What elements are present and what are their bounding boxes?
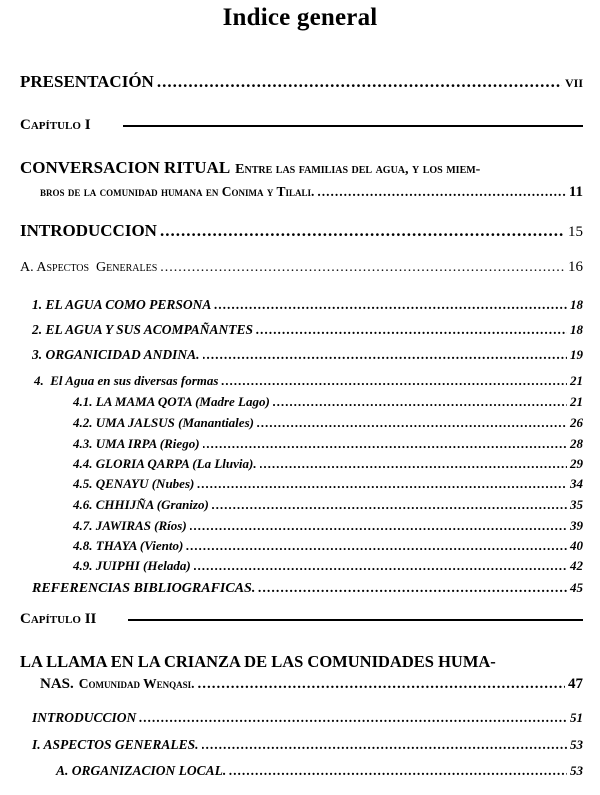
- chapter-heading-1: [20, 117, 583, 134]
- page-number: 21: [570, 394, 583, 409]
- toc-entry-presentacion[interactable]: [20, 72, 583, 92]
- entry-label: A. ORGANIZACION LOCAL.: [56, 763, 227, 778]
- dot-leader: [139, 710, 567, 726]
- entry-label: 4.6. CHHIJÑA (Granizo): [73, 497, 209, 512]
- toc-entry-agua-acompanantes[interactable]: [32, 322, 583, 338]
- dot-leader: [256, 322, 567, 338]
- entry-label: 4.8. THAYA (Viento): [73, 538, 184, 553]
- page-number: 15: [568, 224, 583, 240]
- entry-subtitle: Entre las familias del agua, y los miem-: [235, 162, 481, 177]
- chapter-label: Capítulo I: [20, 117, 91, 133]
- entry-label: PRESENTACIÓN: [20, 72, 154, 91]
- chapter-rule: [123, 125, 583, 127]
- toc-entry-4-6[interactable]: [73, 497, 583, 513]
- dot-leader: [258, 581, 567, 597]
- toc-entry-conversacion-line1[interactable]: [20, 158, 583, 178]
- toc-entry-organicidad[interactable]: [32, 347, 583, 363]
- dot-leader: [202, 737, 567, 753]
- entry-heading-cont: NAS.: [40, 676, 74, 692]
- toc-entry-4-3[interactable]: [73, 436, 583, 452]
- dot-leader: [160, 221, 565, 241]
- toc-entry-aspectos-generales-2[interactable]: [32, 737, 583, 753]
- entry-label: INTRODUCCION: [20, 221, 157, 240]
- entry-label: 4.5. QENAYU (Nubes): [73, 476, 195, 491]
- page-number: 16: [568, 259, 583, 275]
- page-number: 53: [570, 763, 583, 778]
- toc-entry-4-4[interactable]: [73, 456, 583, 472]
- entry-heading: CONVERSACION RITUAL: [20, 158, 231, 177]
- entry-label: 4.2. UMA JALSUS (Manantiales): [73, 415, 254, 430]
- page-number: 42: [570, 558, 583, 573]
- entry-heading: LA LLAMA EN LA CRIANZA DE LAS COMUNIDADES HUMA-: [20, 652, 496, 671]
- entry-label: 4. El Agua en sus diversas formas: [34, 373, 219, 388]
- dot-leader: [194, 558, 567, 574]
- entry-label: 4.4. GLORIA QARPA (La Lluvia).: [73, 456, 257, 471]
- entry-label: 4.3. UMA IRPA (Riego): [73, 436, 200, 451]
- toc-entry-agua-formas[interactable]: [34, 373, 583, 389]
- dot-leader: [229, 763, 567, 779]
- page-number: 19: [570, 347, 583, 362]
- toc-entry-4-1[interactable]: [73, 394, 583, 410]
- page-number: VII: [564, 76, 583, 90]
- entry-label: 3. ORGANICIDAD ANDINA.: [32, 347, 200, 362]
- dot-leader: [160, 260, 565, 276]
- page-number: 29: [570, 456, 583, 471]
- toc-entry-aspectos-generales[interactable]: [20, 259, 583, 276]
- dot-leader: [317, 184, 565, 200]
- toc-entry-4-5[interactable]: [73, 476, 583, 492]
- page-number: 11: [568, 184, 583, 200]
- page-number: 28: [570, 436, 583, 451]
- page-number: 34: [570, 476, 583, 491]
- page-number: 26: [570, 415, 583, 430]
- chapter-label: Capítulo II: [20, 611, 97, 627]
- entry-label: REFERENCIAS BIBLIOGRAFICAS.: [32, 581, 256, 596]
- toc-entry-llama-line1[interactable]: [20, 652, 583, 672]
- page-number: 51: [570, 710, 583, 725]
- toc-entry-introduccion-2[interactable]: [32, 710, 583, 726]
- toc-entry-4-7[interactable]: [73, 518, 583, 534]
- page-title: Indice general: [222, 4, 378, 31]
- dot-leader: [203, 347, 567, 363]
- toc-entry-llama-line2[interactable]: [40, 676, 583, 693]
- dot-leader: [273, 394, 567, 410]
- entry-label: 1. EL AGUA COMO PERSONA: [32, 297, 212, 312]
- entry-label: 2. EL AGUA Y SUS ACOMPAÑANTES: [32, 322, 254, 337]
- entry-label: INTRODUCCION: [32, 710, 137, 725]
- dot-leader: [260, 456, 567, 472]
- chapter-heading-2: [20, 611, 583, 628]
- toc-entry-4-8[interactable]: [73, 538, 583, 554]
- dot-leader: [197, 476, 567, 492]
- page-number: 39: [570, 518, 583, 533]
- toc-entry-4-2[interactable]: [73, 415, 583, 431]
- chapter-rule: [128, 619, 583, 621]
- page-number: 18: [570, 297, 583, 312]
- toc-entry-agua-persona[interactable]: [32, 297, 583, 313]
- entry-subtitle-cont: bros de la comunidad humana en Conima y Tilali.: [40, 184, 315, 199]
- entry-subtitle: Comunidad Wenqasi.: [78, 676, 195, 691]
- page-number: 47: [568, 676, 583, 692]
- page-number: 45: [570, 580, 583, 595]
- dot-leader: [198, 676, 565, 693]
- dot-leader: [203, 436, 567, 452]
- toc-entry-referencias[interactable]: [32, 580, 583, 597]
- dot-leader: [214, 297, 567, 313]
- page-number: 35: [570, 497, 583, 512]
- toc-entry-4-9[interactable]: [73, 558, 583, 574]
- page-number: 18: [570, 322, 583, 337]
- entry-label: 4.1. LA MAMA QOTA (Madre Lago): [73, 394, 270, 409]
- dot-leader: [257, 415, 567, 431]
- dot-leader: [212, 497, 567, 513]
- toc-entry-organizacion-local[interactable]: [56, 763, 583, 779]
- dot-leader: [190, 518, 567, 534]
- toc-entry-introduccion[interactable]: [20, 221, 583, 241]
- entry-label: 4.7. JAWIRAS (Ríos): [73, 518, 187, 533]
- page-number: 53: [570, 737, 583, 752]
- dot-leader: [221, 373, 567, 389]
- dot-leader: [157, 72, 562, 92]
- toc-entry-conversacion-line2[interactable]: [40, 184, 583, 201]
- page-number: 21: [570, 373, 583, 388]
- page-number: 40: [570, 538, 583, 553]
- dot-leader: [186, 538, 567, 554]
- entry-label: 4.9. JUIPHI (Helada): [73, 558, 191, 573]
- entry-label: I. ASPECTOS GENERALES.: [32, 737, 199, 752]
- entry-label: A. Aspectos Generales: [20, 260, 158, 275]
